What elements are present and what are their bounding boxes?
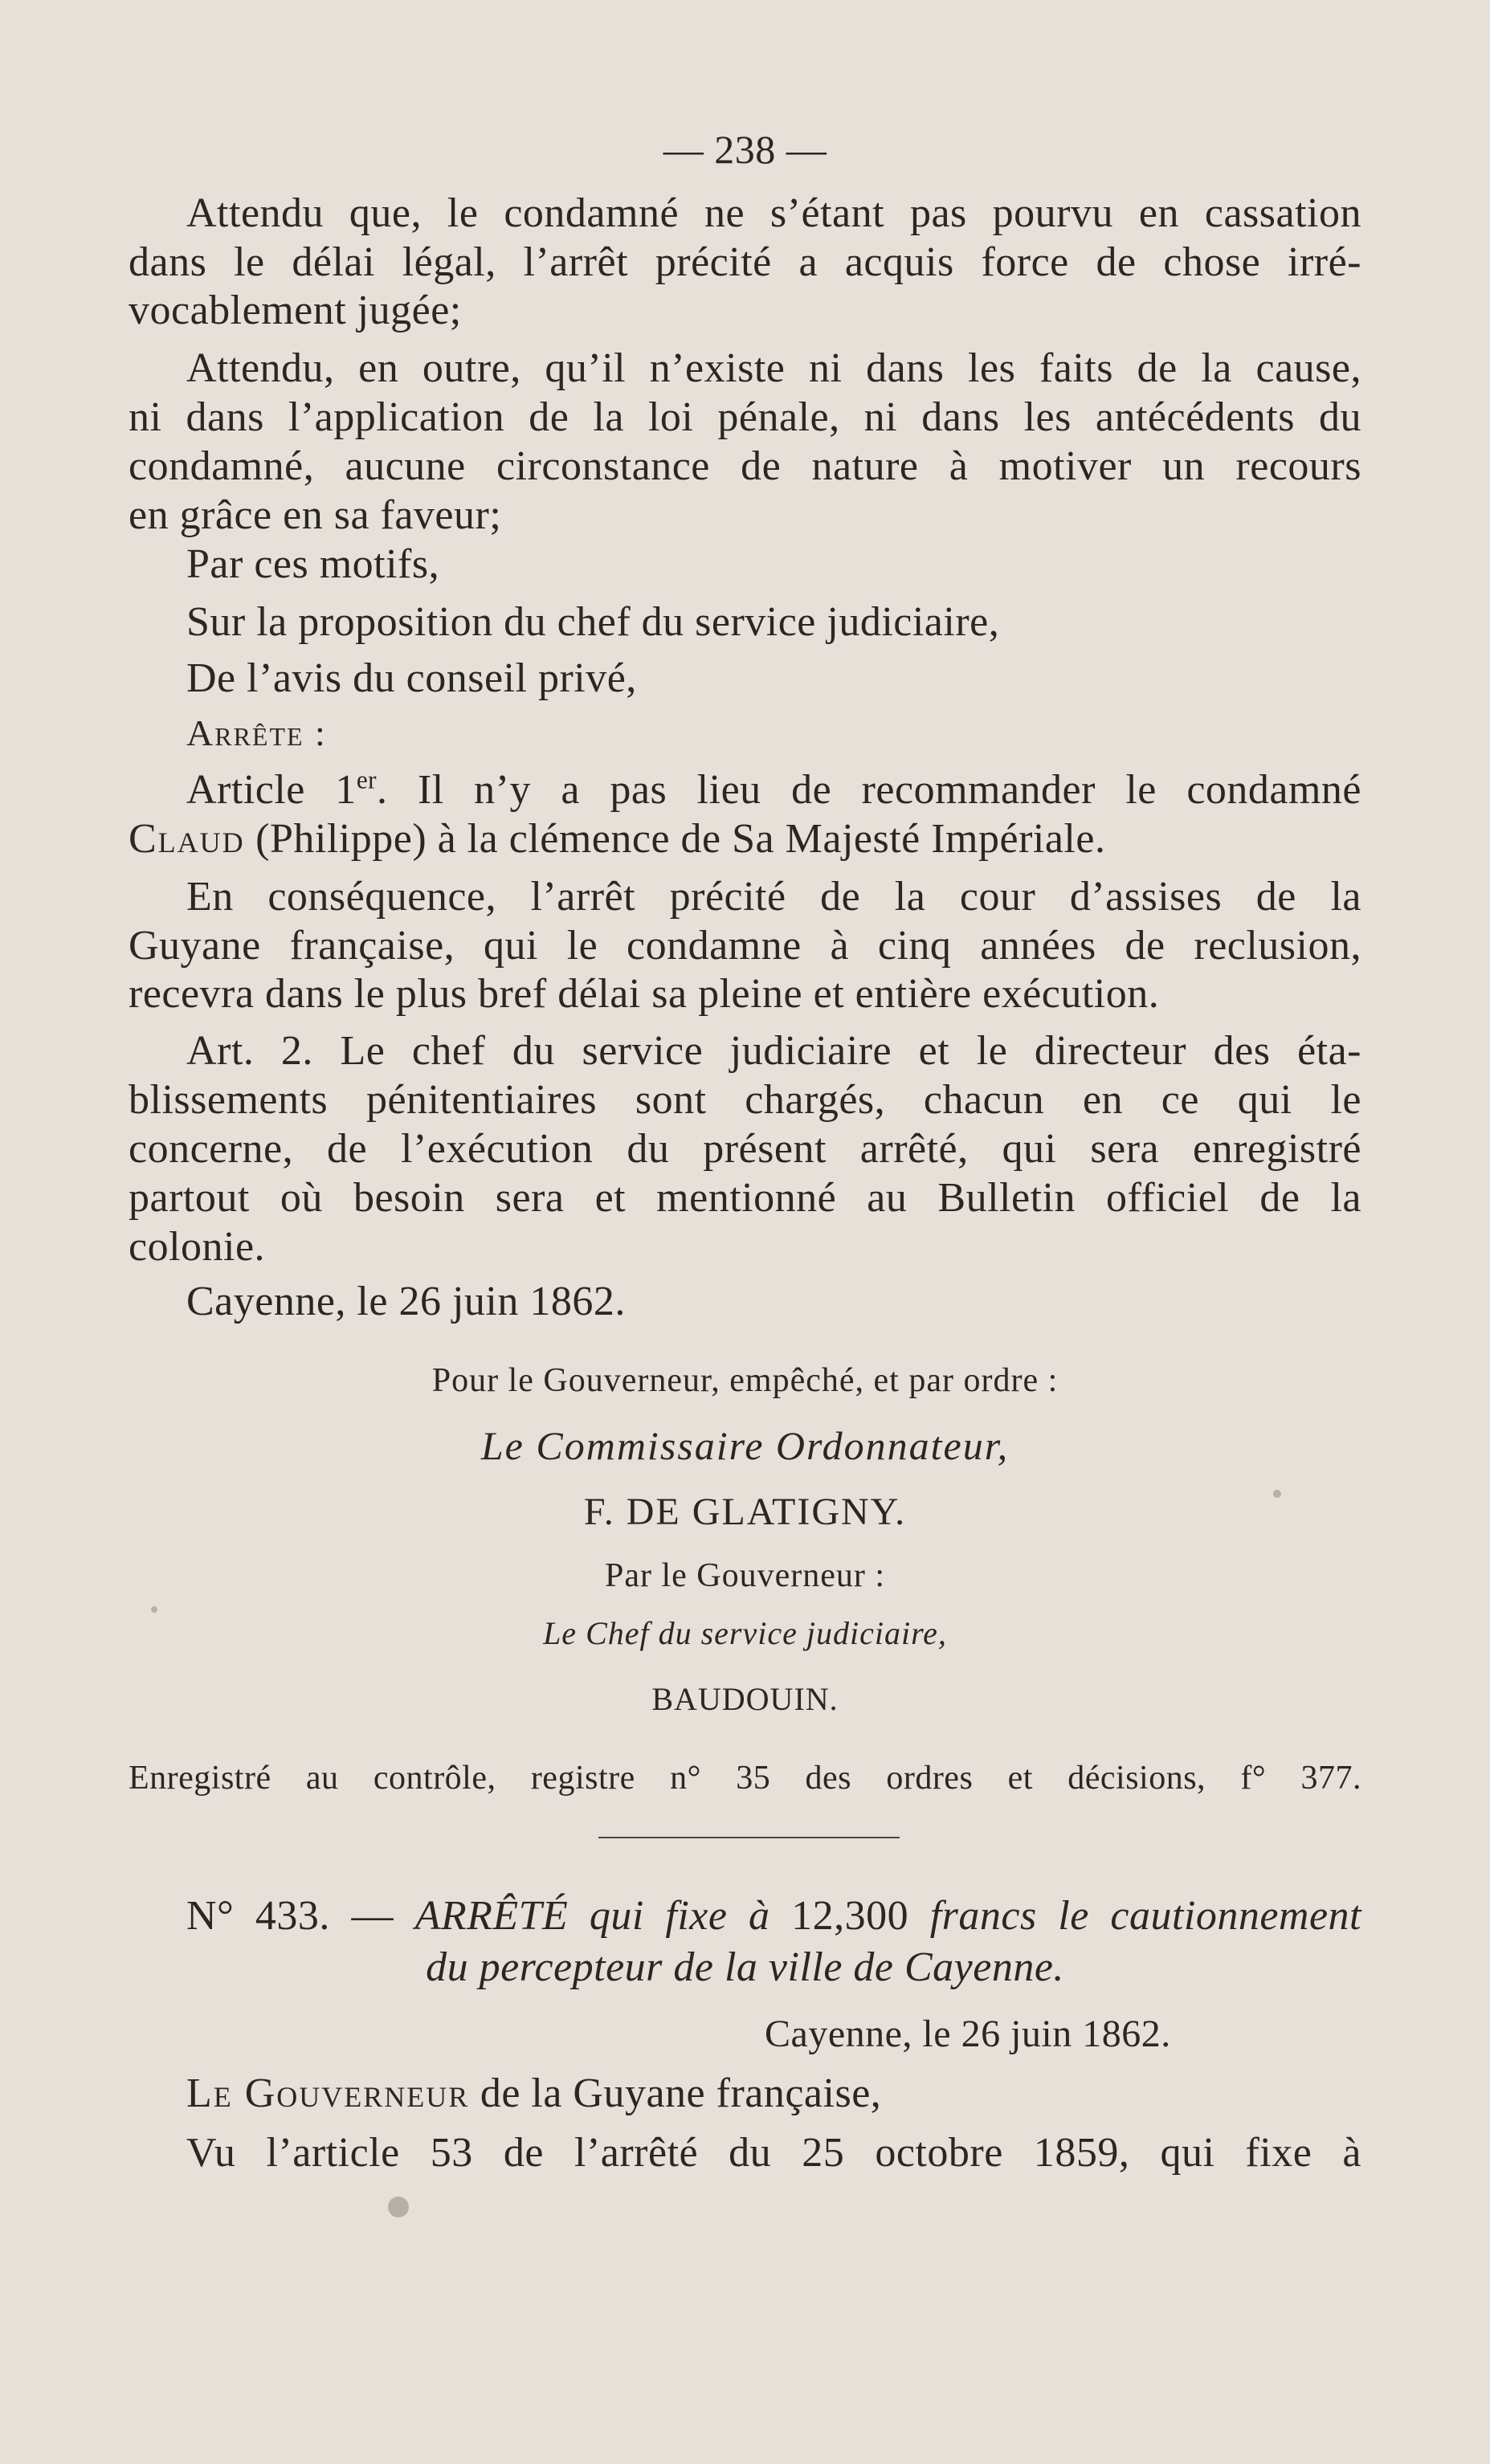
article-1-text: . Il n’y a pas lieu de recommander le condamné <box>377 767 1362 813</box>
article-1-line-2 <box>129 814 1490 864</box>
attendu-1-line-2: dans le délai légal, l’arrêt précité a acquis force de chose irré- <box>129 239 1361 285</box>
chef-title: Le Chef du service judiciaire, <box>543 1615 947 1651</box>
par-gouverneur: Par le Gouverneur : <box>604 1557 886 1594</box>
article-1-text-2: (Philippe) à la clémence de Sa Majesté Impériale. <box>244 816 1106 862</box>
vu-line: Vu l’article 53 de l’arrêté du 25 octobre 1859, qui fixe à <box>186 2130 1361 2176</box>
condamne-name: Claud <box>129 816 245 862</box>
pour-gouverneur: Pour le Gouverneur, empêché, et par ordre : <box>431 1362 1059 1399</box>
section-divider <box>598 1837 900 1838</box>
consequence-line-3: recevra dans le plus bref délai sa pleine et entière exécution. <box>129 971 1160 1017</box>
attendu-2-line-1: Attendu, en outre, qu’il n’existe ni dans les faits de la cause, <box>186 345 1361 391</box>
arrete-433-title-line-2: du percepteur de la ville de Cayenne. <box>426 1944 1064 1990</box>
attendu-2-line-3: condamné, aucune circonstance de nature à motiver un recours <box>129 443 1361 489</box>
paper-speck <box>388 2197 409 2217</box>
article-2-line-1: Art. 2. Le chef du service judiciaire et le directeur des éta- <box>186 1028 1361 1074</box>
proposition-line: Sur la proposition du chef du service judiciaire, <box>186 599 1000 645</box>
enregistre-line: Enregistré au contrôle, registre n° 35 des ordres et décisions, f° 377. <box>129 1760 1361 1797</box>
attendu-1-line-1: Attendu que, le condamné ne s’étant pas pourvu en cassation <box>186 190 1361 236</box>
article-2-line-3: concerne, de l’exécution du présent arrêté, qui sera enregistré <box>129 1126 1361 1172</box>
arrete-433-amount: 12,300 <box>791 1893 909 1939</box>
article-1-line-1 <box>186 765 1361 815</box>
motifs-line: Par ces motifs, <box>186 541 440 587</box>
gouverneur-title: Le Gouverneur <box>186 2070 470 2116</box>
attendu-2-line-2: ni dans l’application de la loi pénale, ni dans les antécédents du <box>129 394 1361 440</box>
consequence-line-2: Guyane française, qui le condamne à cinq années de reclusion, <box>129 923 1361 969</box>
article-2-line-5: colonie. <box>129 1224 266 1270</box>
page-number: — 238 — <box>663 127 827 172</box>
arrete-433-title-1: ARRÊTÉ qui fixe à <box>414 1893 770 1939</box>
date-line: Cayenne, le 26 juin 1862. <box>186 1279 626 1324</box>
attendu-2-line-4: en grâce en sa faveur; <box>129 492 502 538</box>
arrete-433-number: N° 433. — <box>186 1893 394 1939</box>
gouverneur-line <box>186 2069 1490 2119</box>
arrete-heading: Arrête : <box>186 712 327 753</box>
article-1-label: Article 1 <box>186 767 357 813</box>
arrete-433-title-2: francs le cautionnement <box>929 1893 1362 1939</box>
article-2-line-2: blissements pénitentiaires sont chargés, chacun en ce qui le <box>129 1077 1361 1123</box>
arrete-433-date: Cayenne, le 26 juin 1862. <box>765 2013 1171 2055</box>
chef-name: BAUDOUIN. <box>651 1681 839 1717</box>
paper-speck <box>1273 1490 1281 1498</box>
commissaire-name: F. DE GLATIGNY. <box>583 1491 907 1533</box>
commissaire-title: Le Commissaire Ordonnateur, <box>480 1423 1010 1468</box>
consequence-line-1: En conséquence, l’arrêt précité de la cour d’assises de la <box>186 874 1361 920</box>
gouverneur-rest: de la Guyane française, <box>469 2070 882 2116</box>
article-2-line-4: partout où besoin sera et mentionné au Bulletin officiel de la <box>129 1175 1361 1221</box>
paper-speck <box>151 1606 157 1613</box>
arrete-433-title-line-1 <box>186 1891 1361 1941</box>
attendu-1-line-3: vocablement jugée; <box>129 288 462 333</box>
avis-line: De l’avis du conseil privé, <box>186 655 637 701</box>
article-1-sup: er <box>356 765 378 794</box>
